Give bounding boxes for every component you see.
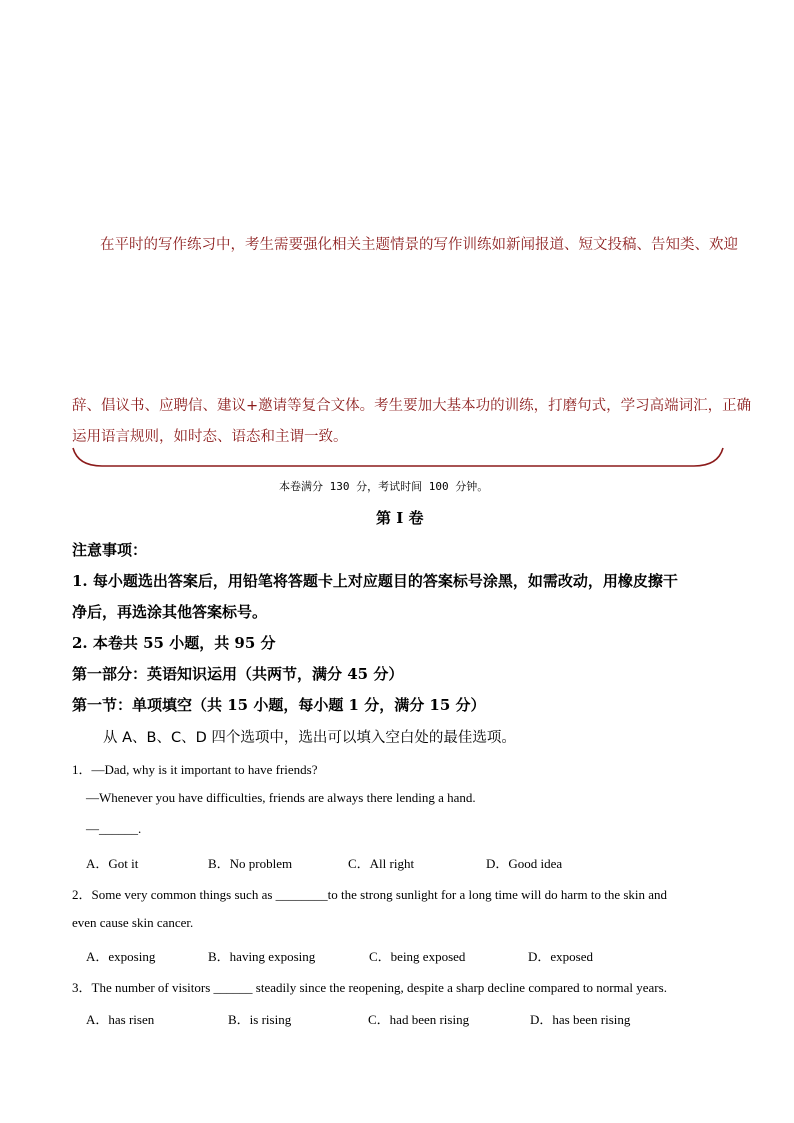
notice-item-1a: 1. 每小题选出答案后，用铅笔将答题卡上对应题目的答案标号涂黑，如需改动，用橡皮擦干	[72, 572, 678, 590]
q3-option-c: C．had been rising	[368, 1012, 470, 1027]
q3-option-b: B．is rising	[228, 1012, 292, 1027]
instruction: 从 A、B、C、D 四个选项中，选出可以填入空白处的最佳选项。	[103, 730, 516, 746]
q1-line-2: —Whenever you have difficulties, friends are always there lending a hand.	[86, 790, 476, 805]
notice-item-2: 2. 本卷共 55 小题，共 95 分	[72, 634, 276, 652]
part1-title: 第一部分：英语知识运用（共两节，满分 45 分）	[72, 665, 404, 683]
section1-title: 第一节：单项填空（共 15 小题，每小题 1 分，满分 15 分）	[72, 696, 486, 714]
q2-option-a: A．exposing	[86, 949, 156, 964]
q3-option-a: A．has risen	[86, 1012, 155, 1027]
q1-line-3: —______.	[86, 821, 142, 836]
q1-option-b: B．No problem	[208, 856, 293, 871]
q2-option-d: D．exposed	[528, 949, 593, 964]
q1-line-1: 1．—Dad, why is it important to have friends?	[72, 762, 318, 777]
notice-heading: 注意事项：	[72, 541, 148, 559]
intro-line-1: 在平时的写作练习中，考生需要强化相关主题情景的写作训练如新闻报道、短文投稿、告知类、欢迎	[100, 237, 738, 253]
curved-divider	[72, 446, 724, 472]
q1-option-d: D．Good idea	[486, 856, 563, 871]
q1-option-a: A．Got it	[86, 856, 139, 871]
exam-note: 本卷满分 130 分，考试时间 100 分钟。	[279, 480, 489, 493]
intro-line-3: 运用语言规则，如时态、语态和主谓一致。	[72, 429, 348, 445]
q1-option-c: C．All right	[348, 856, 415, 871]
q2-line-2: even cause skin cancer.	[72, 915, 194, 930]
q3-option-d: D．has been rising	[530, 1012, 631, 1027]
volume-title: 第 I 卷	[376, 509, 424, 527]
q2-option-b: B．having exposing	[208, 949, 316, 964]
q2-line-1: 2．Some very common things such as ________to the strong sunlight for a long time will do harm to the skin and	[72, 887, 668, 902]
q3-line-1: 3．The number of visitors ______ steadily since the reopening, despite a sharp decline compared to normal years.	[72, 980, 667, 995]
intro-line-2: 辞、倡议书、应聘信、建议+邀请等复合文体。考生要加大基本功的训练，打磨句式，学习高端词汇，正确	[72, 398, 752, 414]
notice-item-1b: 净后，再选涂其他答案标号。	[72, 603, 268, 621]
q2-option-c: C．being exposed	[369, 949, 466, 964]
